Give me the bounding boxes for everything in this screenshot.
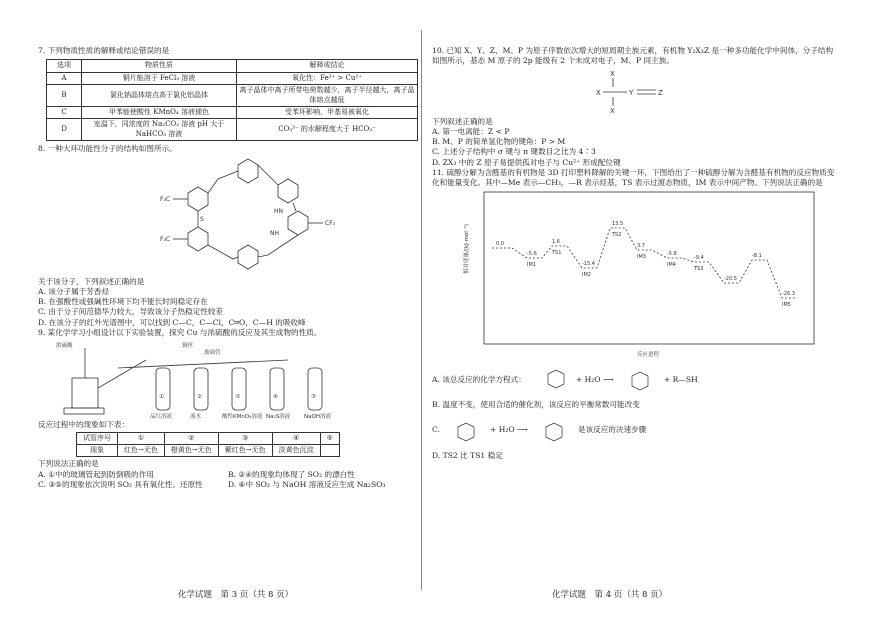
q9-td-1: 红色→无色 [118, 445, 165, 457]
q11-energy-profile [432, 188, 837, 360]
q9-question: 下列说法正确的是 [38, 459, 99, 469]
q9-observation-table [76, 432, 340, 457]
tube-4-num: ④ [273, 394, 278, 401]
svg-text:IM2: IM2 [582, 272, 591, 279]
svg-text:13.5: 13.5 [612, 221, 624, 228]
q9-td-4: 淡黄色沉淀 [272, 445, 320, 457]
q9-option-b: B. ②④的现象均体现了 SO₂ 的漂白性 [228, 469, 355, 479]
page-3-footer: 化学试题 第 3 页（共 8 页） [178, 590, 294, 600]
svg-text:-15.4: -15.4 [582, 261, 595, 268]
q7-header-property: 物质性质 [82, 60, 237, 72]
svg-text:TS2: TS2 [612, 232, 622, 239]
svg-text:-26.3: -26.3 [782, 291, 795, 298]
svg-text:Y: Y [629, 88, 634, 97]
q7-row-b-explanation: 离子晶体中离子所带电荷数越少，离子半径越大，离子晶体熔点越低 [237, 85, 418, 107]
q7-row-c-explanation: 受苯环影响，甲基易被氧化 [237, 107, 418, 119]
q7-header-option: 选项 [47, 60, 82, 72]
q10-structure-figure [432, 67, 837, 117]
q9-td-5 [320, 445, 339, 457]
macrocycle-structure-figure [38, 155, 428, 277]
q7-row-d-explanation: CO₃²⁻ 的水解程度大于 HCO₃⁻ [237, 119, 418, 141]
q7-row-d-option: D [47, 119, 82, 141]
q9-td-2: 橙黄色→无色 [164, 445, 218, 457]
svg-text:-5.8: -5.8 [667, 251, 677, 258]
q9-options-row-1 [38, 470, 428, 480]
q7-row-a-explanation: 氧化性：Fe³⁺ > Cu²⁺ [237, 72, 418, 84]
svg-text:-20.5: -20.5 [724, 276, 737, 283]
svg-text:X: X [596, 88, 601, 97]
q9-th-5: ⑤ [320, 433, 339, 445]
svg-text:-8.1: -8.1 [752, 253, 762, 260]
tube-3-label: 酸性KMnO₄溶液 [222, 414, 263, 421]
im-reactant-icon [440, 413, 490, 449]
tube-1-label: 品红溶液 [150, 414, 173, 421]
svg-text:3.7: 3.7 [637, 243, 645, 250]
q11-option-c: C. + H₂O ⟶ 是该反应的决速步骤 [432, 411, 837, 451]
svg-text:-5.6: -5.6 [527, 251, 537, 258]
q8-lead: 关于该分子，下列叙述正确的是 [38, 276, 145, 286]
tube-4-label: Na₂S溶液 [266, 414, 291, 421]
q11-option-d: D. TS2 比 TS1 稳定 [432, 450, 503, 460]
page-4-footer: 化学试题 第 4 页（共 8 页） [552, 590, 668, 600]
page-3-column [28, 0, 438, 630]
svg-text:NH: NH [270, 229, 279, 237]
svg-text:X: X [610, 106, 615, 115]
svg-text:HN: HN [274, 207, 283, 215]
svg-text:IM4: IM4 [667, 262, 676, 269]
tube-2-label: 溴水 [190, 414, 202, 421]
q8-option-c: C. 由于分子间范德华力较大，导致该分子热稳定性较差 [38, 307, 224, 317]
svg-text:1.6: 1.6 [552, 239, 560, 246]
im-product-icon [528, 413, 578, 449]
q10-option-d: D. ZX₃ 中的 Z 原子易提供孤对电子与 Cu²⁺ 形成配位键 [432, 157, 621, 167]
tube-5-num: ⑤ [311, 394, 316, 401]
q9-options-row-2 [38, 480, 428, 490]
q9-th-0: 试管序号 [77, 433, 118, 445]
aldehyde-product-icon [614, 362, 664, 398]
tube-5-label: NaOH溶液 [304, 414, 331, 421]
q7-row-b-property: 氯化钠晶体熔点高于氯化铝晶体 [82, 85, 237, 107]
q9-th-1: ① [118, 433, 165, 445]
q11-option-b: B. 温度不变，使用合适的催化剂，该反应的平衡常数可能改变 [432, 400, 640, 410]
q9-th-3: ③ [218, 433, 272, 445]
q8-option-a: A. 该分子属于芳香烃 [38, 286, 110, 296]
q9-td-0: 现象 [77, 445, 118, 457]
q9-apparatus-figure [38, 338, 428, 420]
q9-th-2: ② [164, 433, 218, 445]
q7-row-d-property: 室温下，同浓度的 Na₂CO₃ 溶液 pH 大于 NaHCO₃ 溶液 [82, 119, 237, 141]
tube-2-num: ② [197, 394, 202, 401]
q10-lead: 下列叙述正确的是 [432, 116, 493, 126]
progress-axis-label: 反应进程 [637, 352, 660, 359]
svg-text:F₃C: F₃C [160, 235, 171, 243]
q9-td-3: 紫红色→无色 [218, 445, 272, 457]
svg-text:IM5: IM5 [782, 302, 791, 309]
svg-text:TS3: TS3 [694, 266, 704, 273]
q7-header-explanation: 解释或结论 [237, 60, 418, 72]
q7-row-c-option: C [47, 107, 82, 119]
label-glass-tube: 玻璃管 [204, 350, 221, 357]
tube-1-num: ① [159, 394, 164, 401]
svg-text:X: X [610, 69, 615, 78]
q7-row-a-option: A [47, 72, 82, 84]
svg-text:S: S [200, 215, 204, 223]
q10-option-c: C. 上述分子结构中 σ 键与 π 键数目之比为 4∶3 [432, 147, 596, 157]
tube-3-num: ③ [235, 394, 240, 401]
page-4-column [432, 0, 842, 630]
q9-option-a: A. ①中的玻璃管起到防倒吸的作用 [38, 469, 154, 479]
energy-axis-label: 相对能量/(kJ·mol⁻¹) [464, 224, 470, 275]
q10-stem: 10. 已知 X、Y、Z、M、P 为原子序数依次增大的短周期主族元素，有机物 Y₂X₃Z 是一种多功能化学中间体，分子结构如图所示，基态 M 原子的 2p 能级有 2 个未成对电子，M、P 同主族。 [432, 46, 834, 66]
svg-text:IM3: IM3 [637, 254, 646, 261]
svg-text:0.0: 0.0 [496, 241, 504, 248]
svg-text:CF₃: CF₃ [325, 219, 336, 227]
svg-text:IM1: IM1 [527, 262, 536, 269]
q8-option-d: D. 在该分子的红外光谱图中，可以找到 C—C，C—Cl，C═O，C—H 的吸收峰 [38, 317, 306, 327]
label-conc-acid: 浓硫酸 [56, 343, 73, 350]
svg-text:Z: Z [658, 88, 663, 97]
q11-stem: 11. 硫醇分解为含醛基的有机物是 3D 打印塑料降解的关键一环，下图给出了一种硫醇分解为含醛基有机物的反应物质变化和能量变化。其中—Me 表示—CH₃，—R 表示烃基，TS 表示过渡态物质，IM 表示中间产物。下列说法正确的是 [432, 167, 835, 187]
q7-row-c-property: 甲苯能使酸性 KMnO₄ 溶液褪色 [82, 107, 237, 119]
q9-option-c: C. ③⑤的现象依次说明 SO₂ 具有氧化性、还原性 [38, 479, 203, 489]
q7-row-a-property: 铜片能溶于 FeCl₃ 溶液 [82, 72, 237, 84]
q7-stem: 7. 下列物质性质的解释或结论错误的是 [38, 46, 170, 55]
q8-option-b: B. 在强酸性或强碱性环境下均不能长时间稳定存在 [38, 297, 208, 307]
q11-option-a: A. 该总反应的化学方程式： + H₂O ⟶ + R—SH [432, 360, 837, 400]
thioacetal-reactant-icon [526, 362, 576, 398]
q9-th-4: ④ [272, 433, 320, 445]
svg-text:F₃C: F₃C [160, 195, 171, 203]
q7-table [46, 59, 418, 141]
q9-stem: 9. 某化学学习小组设计以下实验装置，探究 Cu 与浓硫酸的反应及其生成物的性质。 [38, 327, 322, 337]
svg-text:-9.4: -9.4 [694, 255, 704, 262]
q8-stem: 8. 一种大环功能性分子的结构如图所示。 [38, 144, 177, 154]
label-copper-wire: 铜丝 [182, 343, 194, 350]
q9-option-d: D. ⑥中 SO₂ 与 NaOH 溶液反应生成 Na₂SO₃ [228, 479, 386, 489]
q10-option-a: A. 第一电离能：Z < P [432, 126, 510, 136]
q7-row-b-option: B [47, 85, 82, 107]
svg-text:TS1: TS1 [552, 250, 562, 257]
q10-option-b: B. M、P 的简单氢化物的键角：P > M [432, 137, 566, 146]
q9-lead: 反应过程中的现象如下表： [38, 420, 130, 430]
